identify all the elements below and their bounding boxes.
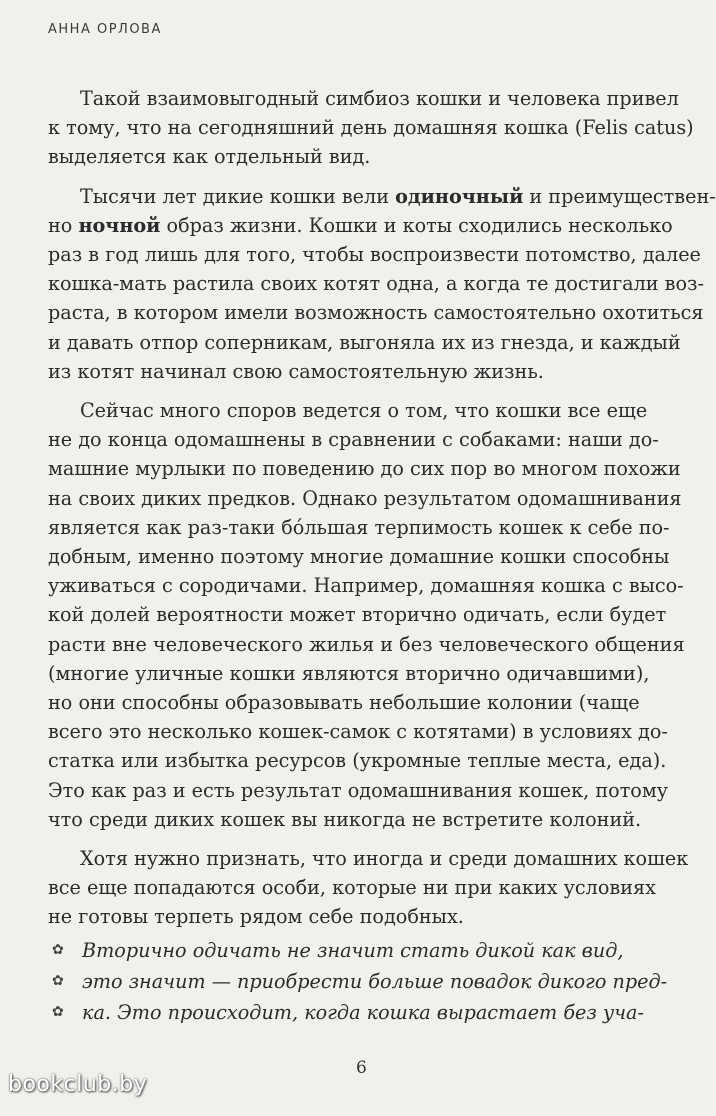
text-line: все еще попадаются особи, которые ни при каких условиях xyxy=(48,876,656,900)
text-line: из котят начинал свою самостоятельную жизнь. xyxy=(48,359,544,383)
text-line: добным, именно поэтому многие домашние кошки способны xyxy=(48,545,670,569)
text-line: Сейчас много споров ведется о том, что кошки все еще xyxy=(80,399,648,423)
text-line: (многие уличные кошки являются вторично одичавшими), xyxy=(48,661,650,685)
emphasis-solitary: одиночный xyxy=(395,184,524,208)
text-line: кой долей вероятности может вторично одичать, если будет xyxy=(48,603,667,627)
note-line: ✿ Вторично одичать не значит стать дикой как вид, xyxy=(52,935,692,966)
text-line: кошка-мать растила своих котят одна, а когда те достигали воз- xyxy=(48,272,704,296)
flower-icon: ✿ xyxy=(52,942,64,958)
text-line: выделяется как отдельный вид. xyxy=(48,145,371,169)
body-text xyxy=(48,84,716,942)
text-line: уживаться с сородичами. Например, домашняя кошка с высо- xyxy=(48,574,684,598)
flower-icon: ✿ xyxy=(52,1004,64,1020)
emphasis-nocturnal: ночной xyxy=(78,213,161,237)
flower-icon: ✿ xyxy=(52,973,64,989)
note-line: ✿ ка. Это происходит, когда кошка вырастает без уча- xyxy=(52,997,692,1028)
page-number: 6 xyxy=(356,1058,367,1078)
text-line: но они способны образовывать небольшие колонии (чаще xyxy=(48,691,640,715)
text-line: но ночной образ жизни. Кошки и коты сходились несколько xyxy=(48,213,673,237)
text-line: Это как раз и есть результат одомашнивания кошек, потому xyxy=(48,778,669,802)
paragraph-3 xyxy=(48,396,688,834)
text-line: машние мурлыки по поведению до сих пор во многом похожи xyxy=(48,457,681,481)
text-line: Тысячи лет дикие кошки вели одиночный и преимуществен- xyxy=(80,184,716,208)
text-line: является как раз-таки бóльшая терпимость кошек к себе по- xyxy=(48,515,670,539)
text-line: раз в год лишь для того, чтобы воспроизвести потомство, далее xyxy=(48,243,701,267)
text-line: статка или избытка ресурсов (укромные теплые места, еда). xyxy=(48,749,667,773)
text-line: расти вне человеческого жилья и без человеческого общения xyxy=(48,632,685,656)
paragraph-4 xyxy=(48,844,688,932)
paragraph-1 xyxy=(48,84,694,172)
text-line: что среди диких кошек вы никогда не встретите колоний. xyxy=(48,807,642,831)
watermark: bookclub.by xyxy=(8,1072,148,1097)
text-line: всего это несколько кошек-самок с котятами) в условиях до- xyxy=(48,720,668,744)
text-line: и давать отпор соперникам, выгоняла их из гнезда, и каждый xyxy=(48,330,681,354)
text-line: на своих диких предков. Однако результатом одомашнивания xyxy=(48,486,682,510)
text-line: не готовы терпеть рядом себе подобных. xyxy=(48,905,464,929)
text-line: Такой взаимовыгодный симбиоз кошки и человека привел xyxy=(80,87,679,110)
text-line: не до конца одомашнены в сравнении с собаками: наши до- xyxy=(48,428,659,452)
italic-note xyxy=(52,935,692,1028)
running-head: АННА ОРЛОВА xyxy=(48,22,162,37)
paragraph-2 xyxy=(48,182,716,386)
note-line: ✿ это значит — приобрести больше повадок дикого пред- xyxy=(52,966,692,997)
text-line: к тому, что на сегодняшний день домашняя кошка (Felis catus) xyxy=(48,116,694,140)
text-line: раста, в котором имели возможность самостоятельно охотиться xyxy=(48,301,704,325)
text-line: Хотя нужно признать, что иногда и среди домашних кошек xyxy=(80,847,689,871)
